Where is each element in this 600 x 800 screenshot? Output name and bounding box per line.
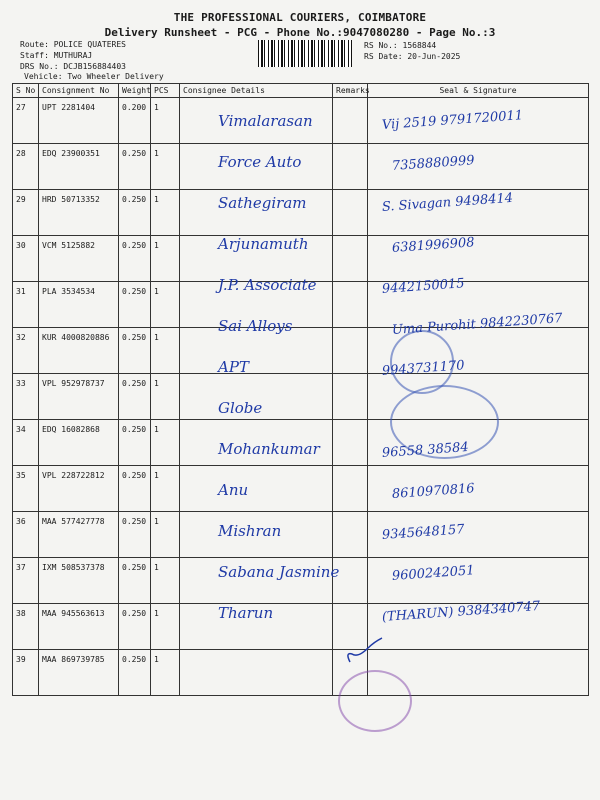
rs-date: RS Date: 20-Jun-2025 (364, 52, 461, 61)
remarks-cell (333, 282, 368, 328)
handwritten-signature: 9345648157 (381, 522, 466, 543)
remarks-cell (333, 512, 368, 558)
weight-value: 0.250 (119, 650, 151, 696)
handwritten-signature: Uma Purohit 9842230767 (391, 311, 564, 338)
pieces-count: 1 (151, 558, 180, 604)
handwritten-consignee: Tharun (218, 604, 274, 622)
column-header: Weight (119, 84, 151, 98)
weight-value: 0.250 (119, 236, 151, 282)
table-header-row (13, 84, 589, 98)
handwritten-consignee: Vimalarasan (218, 112, 313, 130)
handwritten-consignee: Sabana Jasmine (218, 563, 340, 581)
handwritten-signature: 9943731170 (381, 358, 466, 379)
serial-number: 33 (13, 374, 39, 420)
pieces-count: 1 (151, 512, 180, 558)
column-header: Consignment No (39, 84, 119, 98)
serial-number: 31 (13, 282, 39, 328)
consignment-number: MAA 945563613 (39, 604, 119, 650)
handwritten-consignee: Anu (218, 481, 249, 499)
handwritten-consignee: Mishran (218, 522, 282, 540)
handwritten-consignee: Mohankumar (218, 440, 320, 458)
pieces-count: 1 (151, 650, 180, 696)
column-header: Seal & Signature (368, 84, 589, 98)
consignment-number: MAA 577427778 (39, 512, 119, 558)
pieces-count: 1 (151, 236, 180, 282)
remarks-cell (333, 466, 368, 512)
barcode (258, 40, 352, 67)
remarks-cell (333, 236, 368, 282)
consignment-number: HRD 50713352 (39, 190, 119, 236)
consignment-number: IXM 508537378 (39, 558, 119, 604)
consignment-number: UPT 2281404 (39, 98, 119, 144)
serial-number: 38 (13, 604, 39, 650)
pieces-count: 1 (151, 604, 180, 650)
rs-number: RS No.: 1568844 (364, 41, 437, 50)
remarks-cell (333, 374, 368, 420)
consignee-details (180, 466, 333, 512)
column-header: Consignee Details (180, 84, 333, 98)
handwritten-consignee: Force Auto (218, 153, 302, 171)
serial-number: 32 (13, 328, 39, 374)
consignment-number: KUR 4000820886 (39, 328, 119, 374)
weight-value: 0.250 (119, 190, 151, 236)
serial-number: 39 (13, 650, 39, 696)
staff-label: Staff: MUTHURAJ (20, 51, 93, 60)
table-row (13, 374, 589, 420)
handwritten-signature: 8610970816 (391, 481, 476, 502)
handwritten-signature: 96558 38584 (381, 439, 470, 461)
serial-number: 34 (13, 420, 39, 466)
handwritten-signature: (THARUN) 9384340747 (381, 598, 541, 625)
consignment-number: PLA 3534534 (39, 282, 119, 328)
pieces-count: 1 (151, 374, 180, 420)
table-row (13, 466, 589, 512)
handwritten-consignee: Arjunamuth (218, 235, 309, 253)
serial-number: 35 (13, 466, 39, 512)
serial-number: 37 (13, 558, 39, 604)
handwritten-signature: 6381996908 (391, 235, 476, 256)
delivery-checkmark (340, 632, 390, 672)
weight-value: 0.250 (119, 466, 151, 512)
vehicle-label: Vehicle: Two Wheeler Delivery (24, 72, 164, 81)
weight-value: 0.250 (119, 144, 151, 190)
pieces-count: 1 (151, 190, 180, 236)
pieces-count: 1 (151, 282, 180, 328)
courier-seal-stamp (338, 670, 412, 732)
pieces-count: 1 (151, 98, 180, 144)
weight-value: 0.250 (119, 604, 151, 650)
serial-number: 36 (13, 512, 39, 558)
drs-label: DRS No.: DCJB156884403 (20, 62, 126, 71)
consignment-number: VPL 228722812 (39, 466, 119, 512)
handwritten-signature: Vij 2519 9791720011 (381, 108, 524, 133)
serial-number: 27 (13, 98, 39, 144)
handwritten-signature: S. Sivagan 9498414 (381, 190, 514, 215)
remarks-cell (333, 190, 368, 236)
weight-value: 0.250 (119, 328, 151, 374)
weight-value: 0.200 (119, 98, 151, 144)
consignment-number: VCM 5125882 (39, 236, 119, 282)
table-row (13, 512, 589, 558)
weight-value: 0.250 (119, 512, 151, 558)
pieces-count: 1 (151, 420, 180, 466)
weight-value: 0.250 (119, 374, 151, 420)
consignment-number: MAA 869739785 (39, 650, 119, 696)
table-row (13, 328, 589, 374)
consignment-number: EDQ 16082868 (39, 420, 119, 466)
runsheet-subtitle: Delivery Runsheet - PCG - Phone No.:9047080280 - Page No.:3 (104, 26, 496, 39)
column-header: PCS (151, 84, 180, 98)
remarks-cell (333, 144, 368, 190)
handwritten-consignee: Sai Alloys (218, 317, 293, 335)
handwritten-consignee: Globe (218, 399, 263, 417)
column-header: S No (13, 84, 39, 98)
remarks-cell (333, 420, 368, 466)
handwritten-consignee: APT (218, 358, 249, 376)
remarks-cell (333, 98, 368, 144)
pieces-count: 1 (151, 328, 180, 374)
column-header: Remarks (333, 84, 368, 98)
consignment-number: EDQ 23900351 (39, 144, 119, 190)
table-row (13, 650, 589, 696)
handwritten-consignee: Sathegiram (218, 194, 307, 212)
serial-number: 29 (13, 190, 39, 236)
handwritten-consignee: J.P. Associate (218, 276, 317, 294)
serial-number: 28 (13, 144, 39, 190)
company-title: THE PROFESSIONAL COURIERS, COIMBATORE (173, 11, 427, 24)
consignee-details (180, 650, 333, 696)
weight-value: 0.250 (119, 420, 151, 466)
weight-value: 0.250 (119, 558, 151, 604)
serial-number: 30 (13, 236, 39, 282)
handwritten-signature: 9442150015 (381, 276, 466, 297)
weight-value: 0.250 (119, 282, 151, 328)
pieces-count: 1 (151, 466, 180, 512)
handwritten-signature: 9600242051 (391, 563, 476, 584)
pieces-count: 1 (151, 144, 180, 190)
handwritten-signature: 7358880999 (391, 153, 476, 174)
remarks-cell (333, 328, 368, 374)
route-label: Route: POLICE QUATERES (20, 40, 126, 49)
consignment-number: VPL 952978737 (39, 374, 119, 420)
